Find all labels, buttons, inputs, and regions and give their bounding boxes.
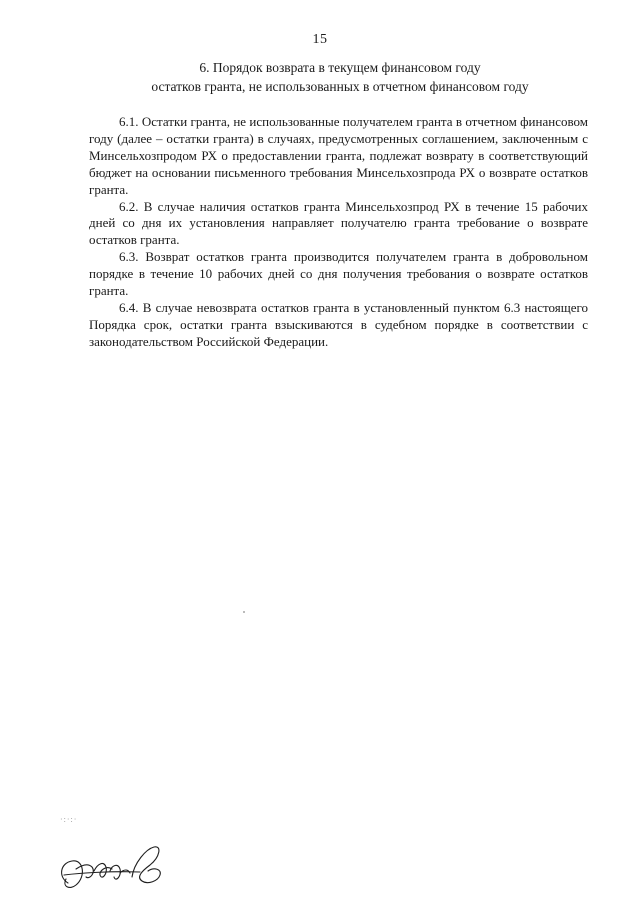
section-title-line-1: 6. Порядок возврата в текущем финансовом году	[199, 60, 481, 75]
page-number: 15	[312, 32, 328, 47]
faint-stamp-mark: ·:·:·	[60, 815, 78, 824]
paragraph-6-2: 6.2. В случае наличия остатков гранта Минсельхозпрод РХ в течение 15 рабочих дней со дня их установления направляет получателю гранта требование о возврате остатков гранта.	[89, 198, 588, 248]
document-body	[89, 114, 588, 351]
scan-artifact	[243, 611, 245, 613]
paragraph-6-3: 6.3. Возврат остатков гранта производится получателем гранта в добровольном порядке в течение 10 рабочих дней со дня получения требования о возврате остатков гранта.	[89, 249, 588, 299]
signature-icon	[50, 825, 180, 900]
section-title	[90, 58, 590, 96]
section-title-line-2: остатков гранта, не использованных в отчетном финансовом году	[151, 79, 529, 94]
paragraph-6-1: 6.1. Остатки гранта, не использованные получателем гранта в отчетном финансовом году (далее – остатки гранта) в случаях, предусмотренных соглашением, заключенным с Минсельхозпродом РХ о предоставлении гранта, подлежат возврату в соответствующий бюджет на основании письменного требования Минсельхозпрода РХ о возврате остатков гранта.	[89, 114, 588, 197]
paragraph-6-4: 6.4. В случае невозврата остатков гранта в установленный пунктом 6.3 настоящего Порядка срок, остатки гранта взыскиваются в судебном порядке в соответствии с законодательством Российской Федерации.	[89, 299, 588, 349]
